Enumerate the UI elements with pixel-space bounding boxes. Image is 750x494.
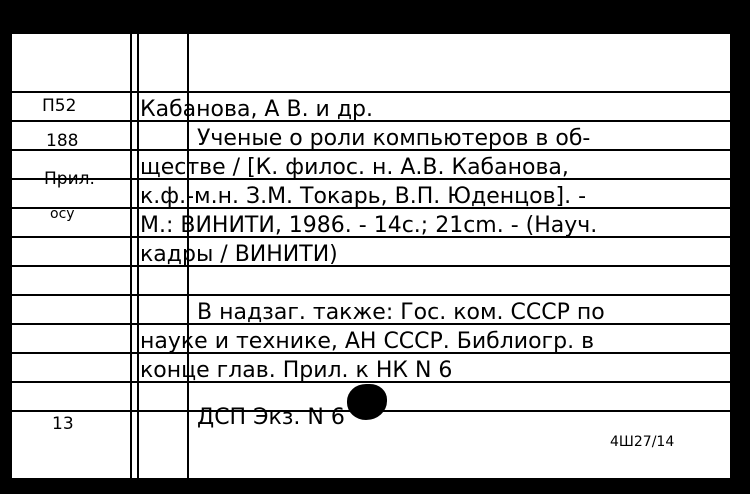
- card-line-2: Ученые о роли компьютеров в об-: [197, 126, 591, 151]
- card-line-4: к.ф.-м.н. З.М. Токарь, В.П. Юденцов]. -: [140, 184, 587, 209]
- card-line-10: ДСП Экз. N 6: [197, 405, 345, 430]
- margin-line-2: [137, 34, 139, 478]
- supplement-note: Прил.: [44, 169, 95, 189]
- margin-line-1: [130, 34, 132, 478]
- inventory-stamp: 4Ш27/14: [610, 434, 675, 450]
- card-ruling: [12, 294, 730, 296]
- catalog-card: [12, 34, 730, 478]
- card-line-3: ществе / [К. филос. н. А.В. Кабанова,: [140, 155, 569, 180]
- card-ruling: [12, 265, 730, 267]
- card-line-1: Кабанова, А В. и др.: [140, 97, 374, 122]
- card-line-8: науке и технике, АН СССР. Библиогр. в: [140, 329, 595, 354]
- card-line-5: М.: ВИНИТИ, 1986. - 14с.; 21cm. - (Науч.: [140, 213, 598, 238]
- card-line-7: В надзаг. также: Гос. ком. СССР по: [197, 300, 605, 325]
- sub-note: осу: [50, 206, 75, 222]
- card-ruling: [12, 91, 730, 93]
- author-mark: 188: [46, 131, 79, 151]
- card-line-6: кадры / ВИНИТИ): [140, 242, 338, 267]
- count-mark: 13: [52, 414, 74, 434]
- card-line-9: конце глав. Прил. к НК N 6: [140, 358, 453, 383]
- shelf-mark: П52: [42, 96, 77, 116]
- ink-blot: [347, 384, 387, 420]
